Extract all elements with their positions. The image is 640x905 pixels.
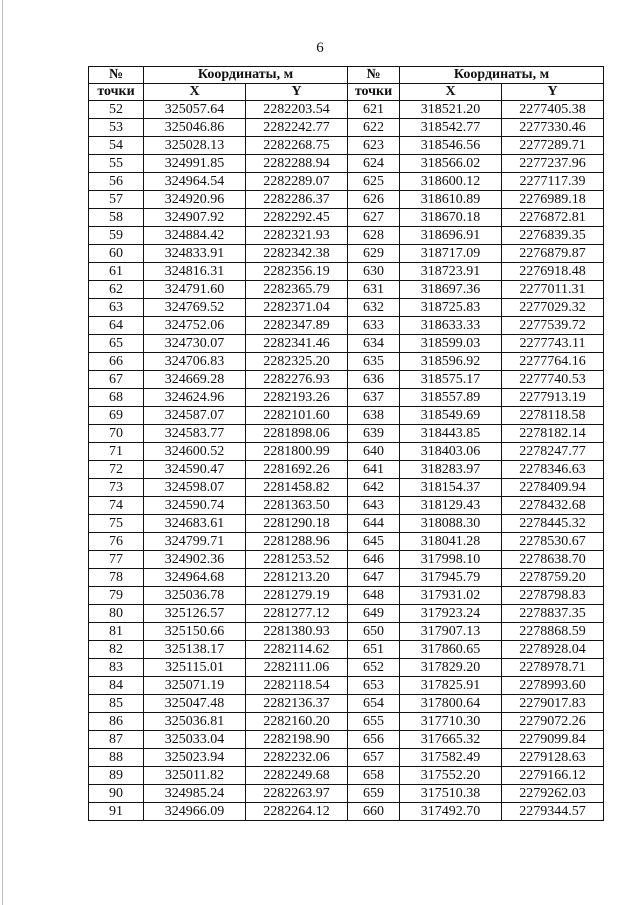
point-number-left: 60 <box>89 245 144 263</box>
x-value-left: 325150.66 <box>144 623 246 641</box>
num-header-left: № <box>89 67 144 84</box>
x-value-left: 324598.07 <box>144 479 246 497</box>
point-number-right: 639 <box>348 425 400 443</box>
x-value-right: 318443.85 <box>400 425 502 443</box>
x-value-right: 317665.32 <box>400 731 502 749</box>
y-value-right: 2278759.20 <box>502 569 604 587</box>
x-header-left: X <box>144 84 246 101</box>
point-number-left: 75 <box>89 515 144 533</box>
table-row <box>89 461 604 479</box>
y-value-right: 2278409.94 <box>502 479 604 497</box>
table-row <box>89 641 604 659</box>
x-value-right: 317552.20 <box>400 767 502 785</box>
y-value-left: 2281800.99 <box>246 443 348 461</box>
y-value-right: 2277029.32 <box>502 299 604 317</box>
x-value-right: 317492.70 <box>400 803 502 821</box>
table-row <box>89 785 604 803</box>
y-value-right: 2279017.83 <box>502 695 604 713</box>
y-header-left: Y <box>246 84 348 101</box>
x-value-right: 317907.13 <box>400 623 502 641</box>
table-row <box>89 605 604 623</box>
table-row <box>89 497 604 515</box>
point-number-left: 78 <box>89 569 144 587</box>
x-value-left: 324769.52 <box>144 299 246 317</box>
point-number-right: 637 <box>348 389 400 407</box>
x-value-left: 325057.64 <box>144 101 246 119</box>
y-value-right: 2277117.39 <box>502 173 604 191</box>
point-number-right: 630 <box>348 263 400 281</box>
x-value-left: 324590.47 <box>144 461 246 479</box>
y-value-right: 2278638.70 <box>502 551 604 569</box>
y-value-right: 2278798.83 <box>502 587 604 605</box>
y-value-right: 2279072.26 <box>502 713 604 731</box>
x-value-left: 325126.57 <box>144 605 246 623</box>
point-number-right: 636 <box>348 371 400 389</box>
table-row <box>89 677 604 695</box>
table-row <box>89 245 604 263</box>
point-number-left: 84 <box>89 677 144 695</box>
x-value-right: 318697.36 <box>400 281 502 299</box>
point-number-right: 649 <box>348 605 400 623</box>
x-value-left: 324907.92 <box>144 209 246 227</box>
y-value-left: 2282136.37 <box>246 695 348 713</box>
x-value-left: 324669.28 <box>144 371 246 389</box>
point-number-left: 54 <box>89 137 144 155</box>
point-number-right: 643 <box>348 497 400 515</box>
y-value-right: 2277913.19 <box>502 389 604 407</box>
x-value-left: 324902.36 <box>144 551 246 569</box>
table-row <box>89 587 604 605</box>
point-number-left: 82 <box>89 641 144 659</box>
x-value-left: 325036.81 <box>144 713 246 731</box>
x-value-left: 325036.78 <box>144 587 246 605</box>
point-number-left: 86 <box>89 713 144 731</box>
point-number-left: 57 <box>89 191 144 209</box>
y-value-left: 2282289.07 <box>246 173 348 191</box>
y-value-right: 2277289.71 <box>502 137 604 155</box>
y-value-right: 2278247.77 <box>502 443 604 461</box>
y-value-right: 2279262.03 <box>502 785 604 803</box>
point-number-left: 77 <box>89 551 144 569</box>
point-number-left: 67 <box>89 371 144 389</box>
x-value-right: 317800.64 <box>400 695 502 713</box>
y-value-right: 2279099.84 <box>502 731 604 749</box>
y-value-right: 2278868.59 <box>502 623 604 641</box>
point-number-left: 68 <box>89 389 144 407</box>
table-row <box>89 263 604 281</box>
x-value-left: 324730.07 <box>144 335 246 353</box>
y-value-right: 2278530.67 <box>502 533 604 551</box>
y-value-right: 2277539.72 <box>502 317 604 335</box>
point-number-left: 58 <box>89 209 144 227</box>
x-value-left: 325033.04 <box>144 731 246 749</box>
x-value-right: 318546.56 <box>400 137 502 155</box>
x-value-right: 318549.69 <box>400 407 502 425</box>
x-value-left: 324920.96 <box>144 191 246 209</box>
y-value-left: 2282321.93 <box>246 227 348 245</box>
y-value-left: 2282264.12 <box>246 803 348 821</box>
point-number-left: 81 <box>89 623 144 641</box>
y-value-left: 2281277.12 <box>246 605 348 623</box>
point-number-left: 63 <box>89 299 144 317</box>
point-number-right: 646 <box>348 551 400 569</box>
point-number-left: 53 <box>89 119 144 137</box>
x-value-left: 324884.42 <box>144 227 246 245</box>
y-value-right: 2279128.63 <box>502 749 604 767</box>
point-number-left: 55 <box>89 155 144 173</box>
y-value-left: 2281692.26 <box>246 461 348 479</box>
y-value-left: 2282325.20 <box>246 353 348 371</box>
table-row <box>89 551 604 569</box>
y-value-left: 2282286.37 <box>246 191 348 209</box>
point-number-left: 66 <box>89 353 144 371</box>
x-value-left: 325047.48 <box>144 695 246 713</box>
header-row-top <box>89 67 604 84</box>
x-value-right: 317710.30 <box>400 713 502 731</box>
x-value-right: 318557.89 <box>400 389 502 407</box>
table-row <box>89 443 604 461</box>
y-value-left: 2281253.52 <box>246 551 348 569</box>
point-number-right: 651 <box>348 641 400 659</box>
y-value-left: 2282160.20 <box>246 713 348 731</box>
y-value-left: 2282101.60 <box>246 407 348 425</box>
point-number-left: 62 <box>89 281 144 299</box>
table-row <box>89 407 604 425</box>
x-value-left: 324799.71 <box>144 533 246 551</box>
point-number-left: 76 <box>89 533 144 551</box>
table-row <box>89 569 604 587</box>
x-value-right: 317829.20 <box>400 659 502 677</box>
table-row <box>89 353 604 371</box>
x-value-right: 318596.92 <box>400 353 502 371</box>
point-number-right: 653 <box>348 677 400 695</box>
x-value-right: 318725.83 <box>400 299 502 317</box>
x-value-right: 318610.89 <box>400 191 502 209</box>
x-value-right: 318723.91 <box>400 263 502 281</box>
x-value-left: 325071.19 <box>144 677 246 695</box>
point-number-right: 650 <box>348 623 400 641</box>
x-value-right: 318088.30 <box>400 515 502 533</box>
coords-header-right: Координаты, м <box>400 67 604 84</box>
y-value-left: 2282249.68 <box>246 767 348 785</box>
x-value-left: 325138.17 <box>144 641 246 659</box>
point-number-right: 626 <box>348 191 400 209</box>
point-number-left: 69 <box>89 407 144 425</box>
x-value-left: 324816.31 <box>144 263 246 281</box>
point-number-left: 74 <box>89 497 144 515</box>
y-value-right: 2278346.63 <box>502 461 604 479</box>
x-value-right: 317860.65 <box>400 641 502 659</box>
x-value-left: 324964.54 <box>144 173 246 191</box>
point-number-left: 83 <box>89 659 144 677</box>
table-row <box>89 713 604 731</box>
x-value-left: 324590.74 <box>144 497 246 515</box>
point-number-left: 90 <box>89 785 144 803</box>
num-header-right: № <box>348 67 400 84</box>
point-number-left: 91 <box>89 803 144 821</box>
coords-header-left: Координаты, м <box>144 67 348 84</box>
point-number-right: 658 <box>348 767 400 785</box>
y-value-left: 2282263.97 <box>246 785 348 803</box>
point-number-right: 627 <box>348 209 400 227</box>
point-number-right: 652 <box>348 659 400 677</box>
y-value-right: 2277237.96 <box>502 155 604 173</box>
point-number-left: 61 <box>89 263 144 281</box>
x-value-right: 317825.91 <box>400 677 502 695</box>
point-number-right: 633 <box>348 317 400 335</box>
point-number-left: 70 <box>89 425 144 443</box>
x-value-left: 325023.94 <box>144 749 246 767</box>
point-number-right: 631 <box>348 281 400 299</box>
y-value-right: 2278445.32 <box>502 515 604 533</box>
point-label-right: точки <box>348 84 400 101</box>
x-value-left: 324624.96 <box>144 389 246 407</box>
y-value-right: 2276839.35 <box>502 227 604 245</box>
y-value-right: 2278837.35 <box>502 605 604 623</box>
x-value-right: 318154.37 <box>400 479 502 497</box>
y-value-left: 2282292.45 <box>246 209 348 227</box>
table-row <box>89 479 604 497</box>
x-value-left: 324583.77 <box>144 425 246 443</box>
x-value-right: 318717.09 <box>400 245 502 263</box>
point-number-right: 624 <box>348 155 400 173</box>
x-value-right: 318521.20 <box>400 101 502 119</box>
x-value-left: 324966.09 <box>144 803 246 821</box>
y-value-right: 2278432.68 <box>502 497 604 515</box>
table-header <box>89 67 604 101</box>
point-number-left: 87 <box>89 731 144 749</box>
x-value-right: 317510.38 <box>400 785 502 803</box>
table-row <box>89 767 604 785</box>
table-row <box>89 101 604 119</box>
point-number-left: 80 <box>89 605 144 623</box>
y-value-left: 2282347.89 <box>246 317 348 335</box>
point-number-right: 635 <box>348 353 400 371</box>
y-header-right: Y <box>502 84 604 101</box>
point-number-right: 621 <box>348 101 400 119</box>
y-value-right: 2278118.58 <box>502 407 604 425</box>
point-number-right: 642 <box>348 479 400 497</box>
table-row <box>89 281 604 299</box>
x-value-right: 318129.43 <box>400 497 502 515</box>
point-number-right: 659 <box>348 785 400 803</box>
y-value-left: 2281288.96 <box>246 533 348 551</box>
x-value-right: 318041.28 <box>400 533 502 551</box>
table-row <box>89 137 604 155</box>
point-number-left: 71 <box>89 443 144 461</box>
point-number-left: 65 <box>89 335 144 353</box>
y-value-left: 2282268.75 <box>246 137 348 155</box>
point-number-right: 656 <box>348 731 400 749</box>
x-value-right: 318566.02 <box>400 155 502 173</box>
y-value-left: 2281380.93 <box>246 623 348 641</box>
page-edge-line <box>2 0 3 905</box>
table-row <box>89 695 604 713</box>
point-number-left: 88 <box>89 749 144 767</box>
x-value-right: 318575.17 <box>400 371 502 389</box>
point-label-left: точки <box>89 84 144 101</box>
y-value-right: 2277330.46 <box>502 119 604 137</box>
x-value-left: 324985.24 <box>144 785 246 803</box>
point-number-right: 657 <box>348 749 400 767</box>
y-value-left: 2282342.38 <box>246 245 348 263</box>
y-value-left: 2281458.82 <box>246 479 348 497</box>
x-value-left: 324600.52 <box>144 443 246 461</box>
x-value-right: 317931.02 <box>400 587 502 605</box>
point-number-left: 59 <box>89 227 144 245</box>
x-value-left: 324752.06 <box>144 317 246 335</box>
x-value-left: 324833.91 <box>144 245 246 263</box>
point-number-right: 655 <box>348 713 400 731</box>
header-row-bottom <box>89 84 604 101</box>
y-value-left: 2281213.20 <box>246 569 348 587</box>
y-value-left: 2281290.18 <box>246 515 348 533</box>
x-value-left: 325115.01 <box>144 659 246 677</box>
table-row <box>89 389 604 407</box>
y-value-left: 2282193.26 <box>246 389 348 407</box>
x-value-right: 318542.77 <box>400 119 502 137</box>
y-value-right: 2277743.11 <box>502 335 604 353</box>
y-value-left: 2281898.06 <box>246 425 348 443</box>
y-value-right: 2276872.81 <box>502 209 604 227</box>
point-number-right: 640 <box>348 443 400 461</box>
x-value-right: 318670.18 <box>400 209 502 227</box>
x-value-right: 317582.49 <box>400 749 502 767</box>
x-value-right: 318696.91 <box>400 227 502 245</box>
y-value-right: 2279166.12 <box>502 767 604 785</box>
table-row <box>89 623 604 641</box>
table-body <box>89 101 604 821</box>
x-value-right: 317923.24 <box>400 605 502 623</box>
table-row <box>89 173 604 191</box>
table-row <box>89 155 604 173</box>
point-number-right: 644 <box>348 515 400 533</box>
point-number-right: 660 <box>348 803 400 821</box>
y-value-left: 2282242.77 <box>246 119 348 137</box>
point-number-left: 73 <box>89 479 144 497</box>
y-value-right: 2277405.38 <box>502 101 604 119</box>
x-value-right: 317998.10 <box>400 551 502 569</box>
x-value-right: 318403.06 <box>400 443 502 461</box>
point-number-right: 632 <box>348 299 400 317</box>
y-value-right: 2276989.18 <box>502 191 604 209</box>
y-value-left: 2282365.79 <box>246 281 348 299</box>
table-row <box>89 335 604 353</box>
point-number-left: 52 <box>89 101 144 119</box>
x-value-left: 325011.82 <box>144 767 246 785</box>
x-value-left: 324587.07 <box>144 407 246 425</box>
page-number: 6 <box>316 40 324 56</box>
point-number-right: 645 <box>348 533 400 551</box>
table-row <box>89 425 604 443</box>
y-value-left: 2282232.06 <box>246 749 348 767</box>
point-number-right: 648 <box>348 587 400 605</box>
point-number-left: 89 <box>89 767 144 785</box>
coordinates-table <box>88 66 604 821</box>
x-value-right: 318283.97 <box>400 461 502 479</box>
x-value-left: 324683.61 <box>144 515 246 533</box>
y-value-right: 2278182.14 <box>502 425 604 443</box>
y-value-left: 2282371.04 <box>246 299 348 317</box>
x-value-left: 325046.86 <box>144 119 246 137</box>
x-value-right: 318600.12 <box>400 173 502 191</box>
x-value-left: 324964.68 <box>144 569 246 587</box>
table-row <box>89 209 604 227</box>
point-number-left: 56 <box>89 173 144 191</box>
x-value-left: 324706.83 <box>144 353 246 371</box>
y-value-right: 2277764.16 <box>502 353 604 371</box>
table-row <box>89 227 604 245</box>
y-value-left: 2282203.54 <box>246 101 348 119</box>
y-value-right: 2278928.04 <box>502 641 604 659</box>
point-number-right: 622 <box>348 119 400 137</box>
table-row <box>89 749 604 767</box>
y-value-right: 2279344.57 <box>502 803 604 821</box>
x-header-right: X <box>400 84 502 101</box>
x-value-left: 324991.85 <box>144 155 246 173</box>
x-value-left: 325028.13 <box>144 137 246 155</box>
x-value-right: 318633.33 <box>400 317 502 335</box>
y-value-left: 2282341.46 <box>246 335 348 353</box>
point-number-right: 629 <box>348 245 400 263</box>
point-number-left: 85 <box>89 695 144 713</box>
y-value-left: 2282111.06 <box>246 659 348 677</box>
y-value-left: 2281279.19 <box>246 587 348 605</box>
y-value-left: 2282288.94 <box>246 155 348 173</box>
y-value-right: 2278978.71 <box>502 659 604 677</box>
point-number-right: 647 <box>348 569 400 587</box>
point-number-right: 623 <box>348 137 400 155</box>
table-row <box>89 317 604 335</box>
table-row <box>89 515 604 533</box>
y-value-right: 2276879.87 <box>502 245 604 263</box>
y-value-left: 2282114.62 <box>246 641 348 659</box>
point-number-right: 634 <box>348 335 400 353</box>
table-row <box>89 119 604 137</box>
point-number-right: 638 <box>348 407 400 425</box>
y-value-left: 2282276.93 <box>246 371 348 389</box>
point-number-right: 654 <box>348 695 400 713</box>
table-row <box>89 659 604 677</box>
y-value-right: 2276918.48 <box>502 263 604 281</box>
point-number-right: 628 <box>348 227 400 245</box>
point-number-right: 641 <box>348 461 400 479</box>
x-value-right: 317945.79 <box>400 569 502 587</box>
point-number-left: 72 <box>89 461 144 479</box>
point-number-right: 625 <box>348 173 400 191</box>
y-value-right: 2277011.31 <box>502 281 604 299</box>
table-row <box>89 533 604 551</box>
table-row <box>89 803 604 821</box>
y-value-right: 2278993.60 <box>502 677 604 695</box>
point-number-left: 79 <box>89 587 144 605</box>
y-value-left: 2281363.50 <box>246 497 348 515</box>
x-value-right: 318599.03 <box>400 335 502 353</box>
y-value-left: 2282198.90 <box>246 731 348 749</box>
table-row <box>89 191 604 209</box>
point-number-left: 64 <box>89 317 144 335</box>
y-value-left: 2282118.54 <box>246 677 348 695</box>
table-row <box>89 299 604 317</box>
table-row <box>89 731 604 749</box>
y-value-left: 2282356.19 <box>246 263 348 281</box>
table-row <box>89 371 604 389</box>
y-value-right: 2277740.53 <box>502 371 604 389</box>
x-value-left: 324791.60 <box>144 281 246 299</box>
